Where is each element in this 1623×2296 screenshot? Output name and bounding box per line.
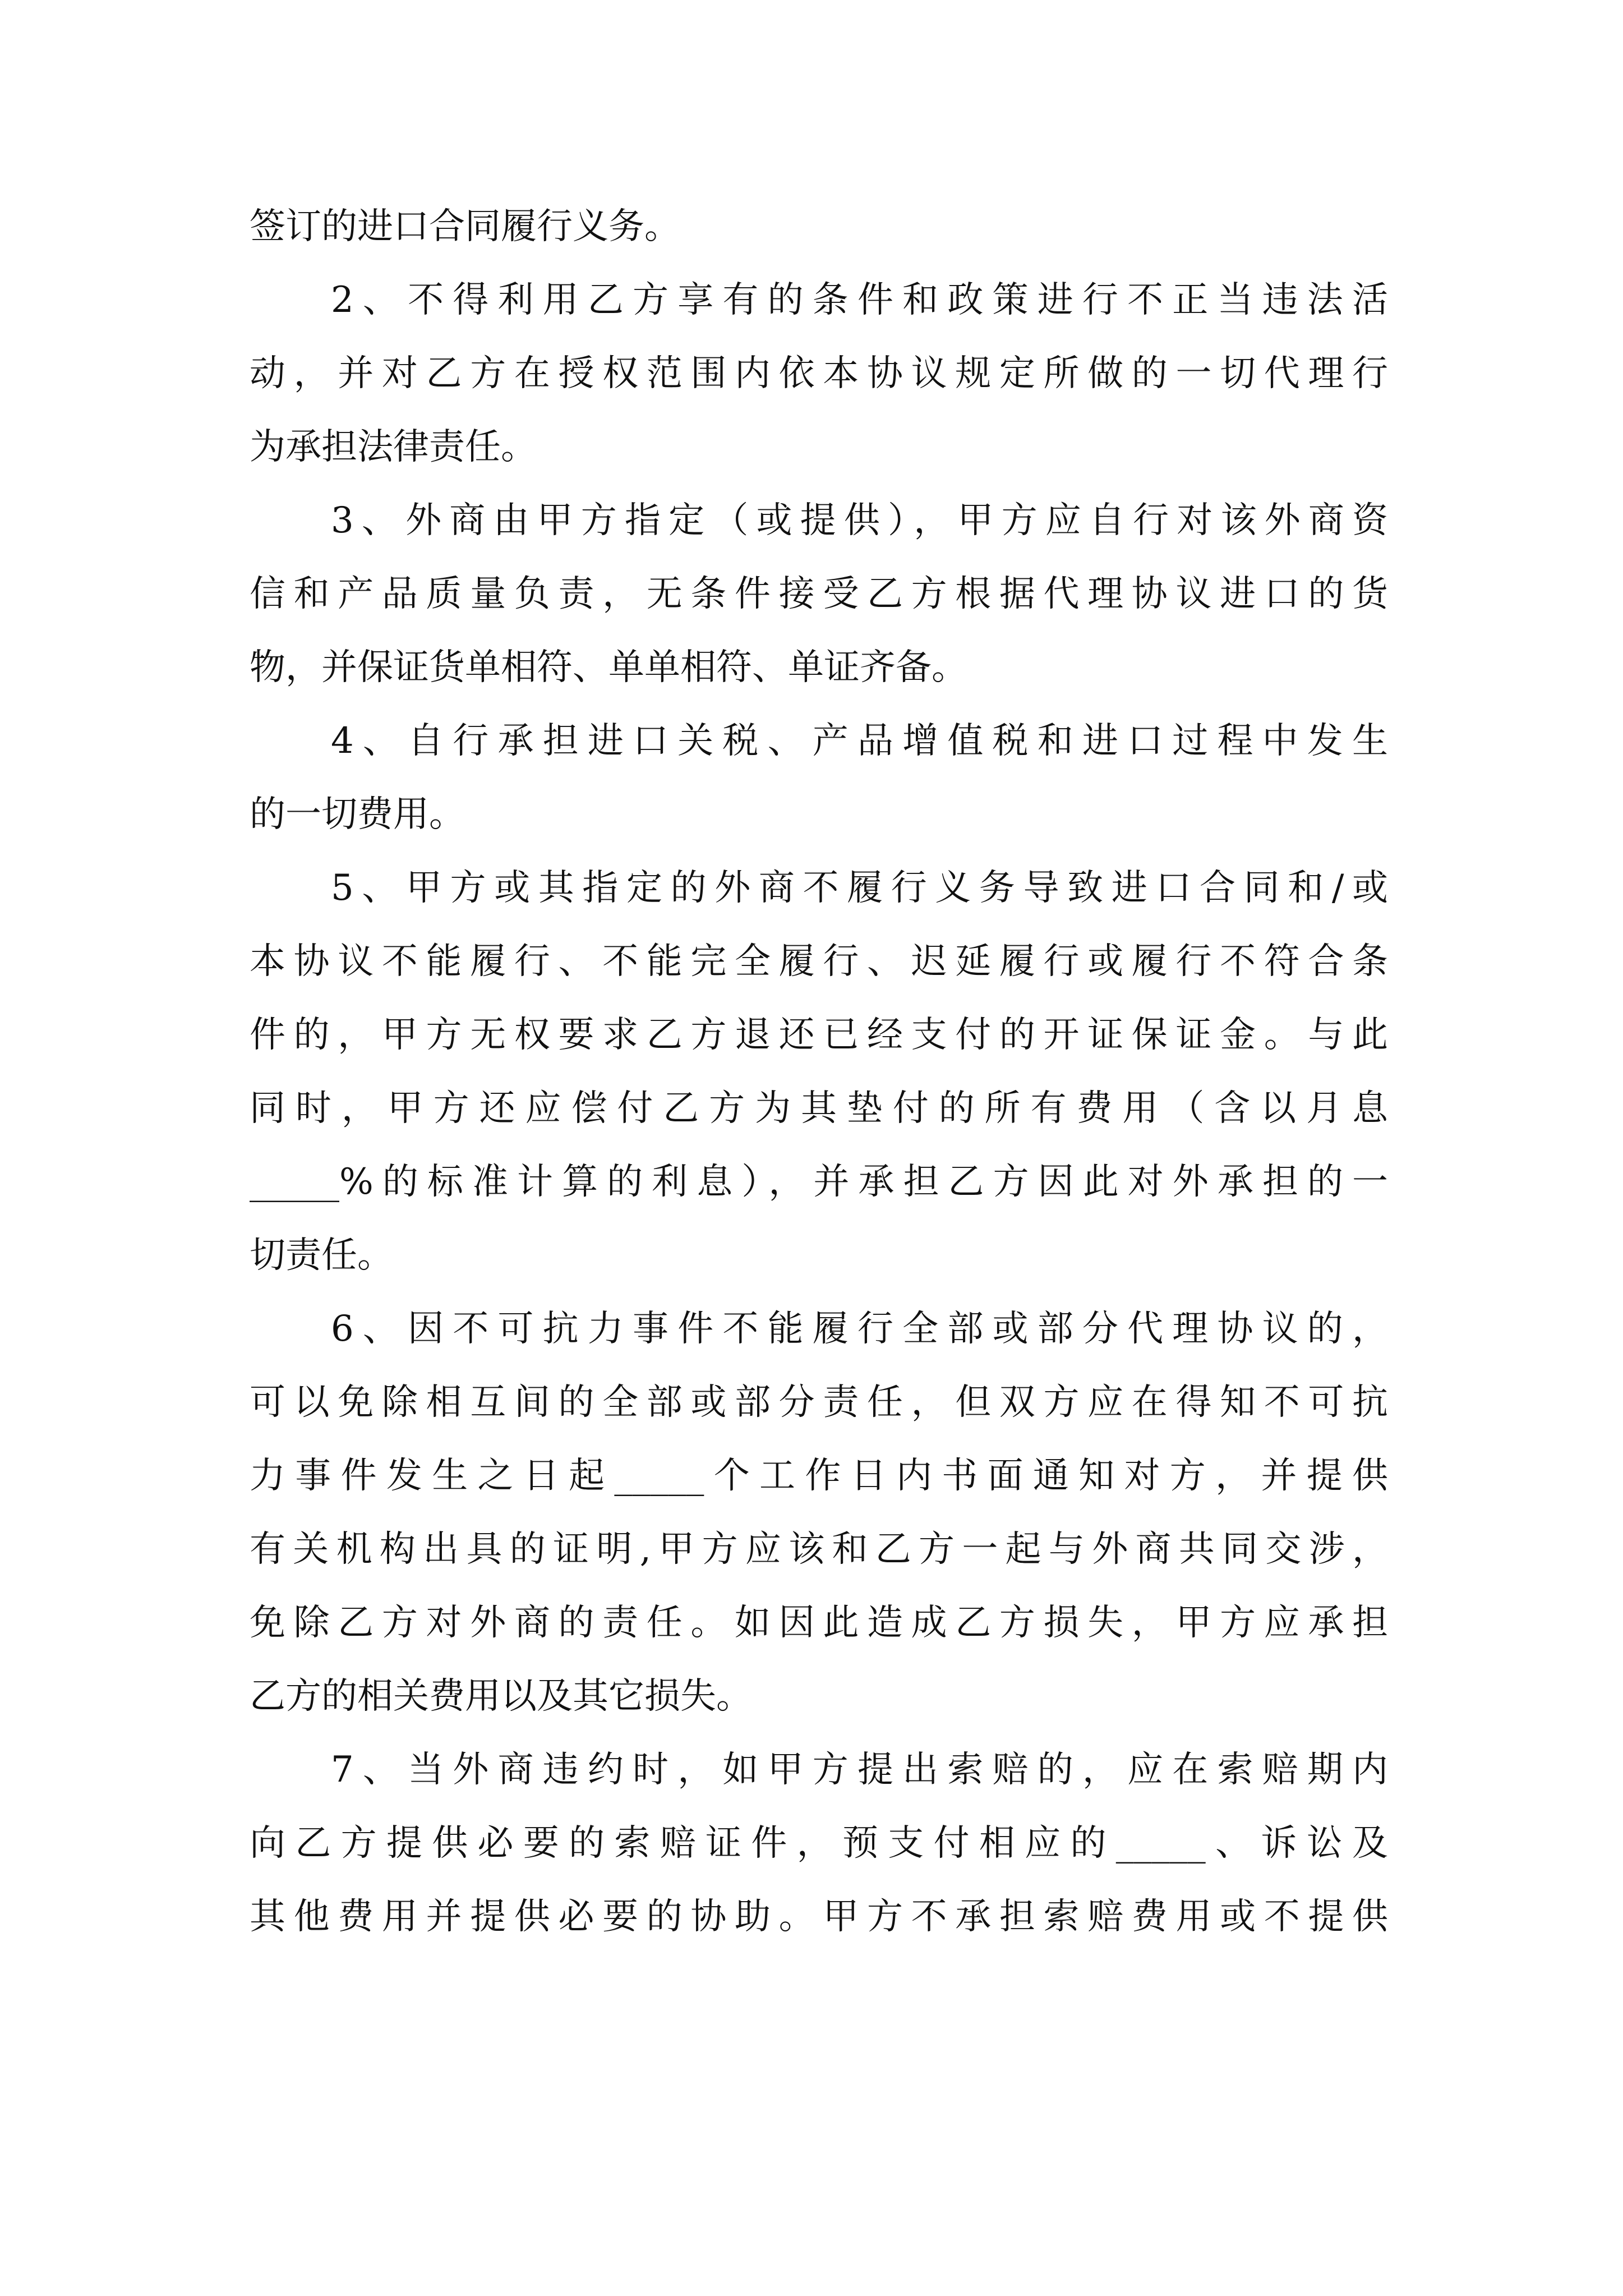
text-line: 动，并对乙方在授权范围内依本协议规定所做的一切代理行 <box>250 353 1388 394</box>
text-line: 同时，甲方还应偿付乙方为其垫付的所有费用（含以月息 <box>250 1088 1388 1129</box>
text-line: 3、外商由甲方指定（或提供），甲方应自行对该外商资 <box>331 500 1388 541</box>
text-line: 件的，甲方无权要求乙方退还已经支付的开证保证金。与此 <box>250 1014 1388 1056</box>
text-line: 有关机构出具的证明,甲方应该和乙方一起与外商共同交涉， <box>250 1529 1388 1570</box>
text-line: 为承担法律责任。 <box>250 426 537 468</box>
text-line: 向乙方提供必要的索赔证件，预支付相应的_____、诉讼及 <box>250 1823 1388 1864</box>
text-line: 签订的进口合同履行义务。 <box>250 206 680 247</box>
text-line: 其他费用并提供必要的协助。甲方不承担索赔费用或不提供 <box>250 1896 1388 1938</box>
text-line: 可以免除相互间的全部或部分责任，但双方应在得知不可抗 <box>250 1382 1388 1423</box>
text-line: 6、因不可抗力事件不能履行全部或部分代理协议的， <box>331 1308 1388 1350</box>
text-line: 7、当外商违约时，如甲方提出索赔的，应在索赔期内 <box>331 1749 1388 1791</box>
text-line: 4、自行承担进口关税、产品增值税和进口过程中发生 <box>331 720 1388 762</box>
text-line: 5、甲方或其指定的外商不履行义务导致进口合同和/或 <box>331 867 1388 909</box>
text-line: 2、不得利用乙方享有的条件和政策进行不正当违法活 <box>331 279 1388 321</box>
text-line: 免除乙方对外商的责任。如因此造成乙方损失，甲方应承担 <box>250 1602 1388 1644</box>
text-line: 切责任。 <box>250 1235 393 1276</box>
text-line: 信和产品质量负责，无条件接受乙方根据代理协议进口的货 <box>250 573 1388 615</box>
text-line: _____%的标准计算的利息），并承担乙方因此对外承担的一 <box>250 1161 1388 1203</box>
text-line: 本协议不能履行、不能完全履行、迟延履行或履行不符合条 <box>250 941 1388 982</box>
text-line: 物，并保证货单相符、单单相符、单证齐备。 <box>250 647 967 688</box>
text-line: 力事件发生之日起_____个工作日内书面通知对方，并提供 <box>250 1455 1388 1497</box>
text-line: 乙方的相关费用以及其它损失。 <box>250 1676 752 1717</box>
text-line: 的一切费用。 <box>250 794 465 835</box>
